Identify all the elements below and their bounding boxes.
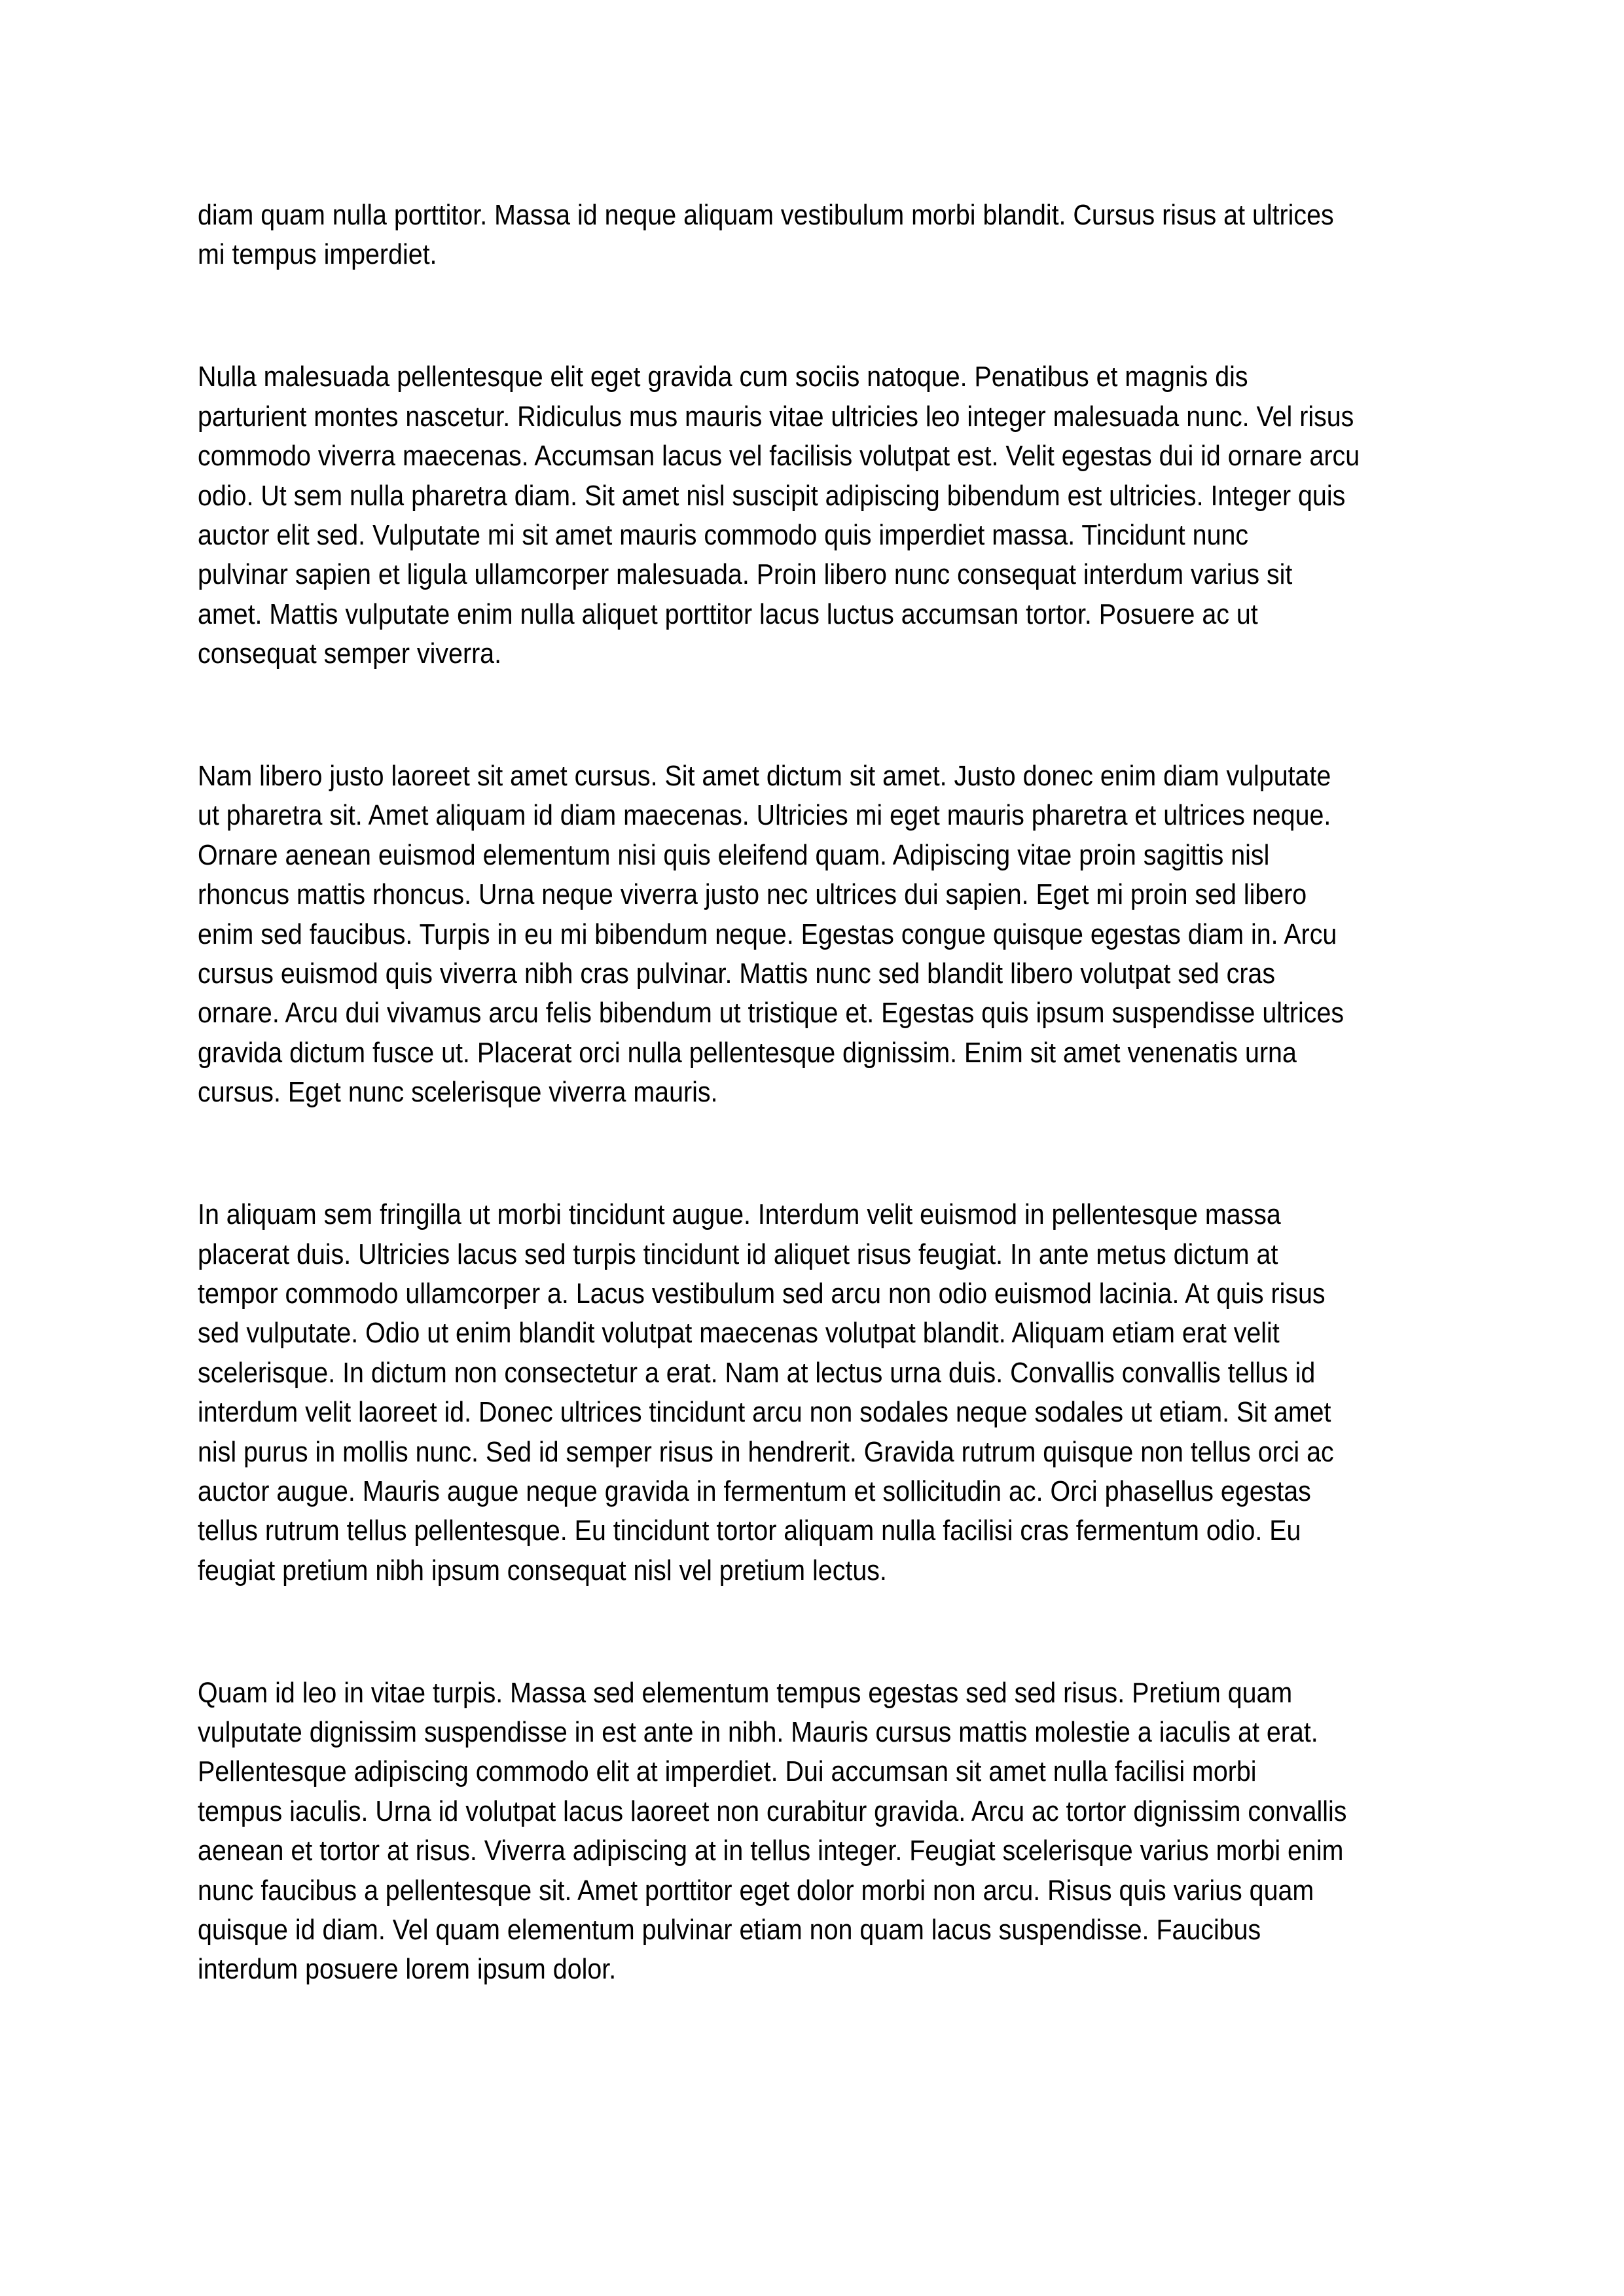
text-line: nunc faucibus a pellentesque sit. Amet porttitor eget dolor morbi non arcu. Risus quis varius quam bbox=[198, 1874, 1314, 1907]
text-line: cursus. Eget nunc scelerisque viverra mauris. bbox=[198, 1076, 718, 1109]
text-line: Quam id leo in vitae turpis. Massa sed elementum tempus egestas sed sed risus. Pretium quam bbox=[198, 1676, 1293, 1709]
paragraph-1 bbox=[198, 196, 1435, 275]
text-line: amet. Mattis vulputate enim nulla aliquet porttitor lacus luctus accumsan tortor. Posuere ac ut bbox=[198, 598, 1258, 630]
text-line: Pellentesque adipiscing commodo elit at imperdiet. Dui accumsan sit amet nulla facilisi morbi bbox=[198, 1755, 1257, 1788]
text-line: tellus rutrum tellus pellentesque. Eu tincidunt tortor aliquam nulla facilisi cras fermentum odio. Eu bbox=[198, 1515, 1301, 1547]
text-line: feugiat pretium nibh ipsum consequat nisl vel pretium lectus. bbox=[198, 1554, 887, 1587]
text-line: commodo viverra maecenas. Accumsan lacus vel facilisis volutpat est. Velit egestas dui id ornare arcu bbox=[198, 440, 1360, 473]
text-line: pulvinar sapien et ligula ullamcorper malesuada. Proin libero nunc consequat interdum varius sit bbox=[198, 558, 1293, 591]
text-line: Ornare aenean euismod elementum nisi quis eleifend quam. Adipiscing vitae proin sagittis nisl bbox=[198, 838, 1270, 871]
text-line: auctor augue. Mauris augue neque gravida in fermentum et sollicitudin ac. Orci phasellus egestas bbox=[198, 1475, 1311, 1507]
text-line: tempor commodo ullamcorper a. Lacus vestibulum sed arcu non odio euismod lacinia. At quis risus bbox=[198, 1277, 1326, 1310]
text-line: interdum velit laoreet id. Donec ultrices tincidunt arcu non sodales neque sodales ut etiam. Sit amet bbox=[198, 1396, 1331, 1429]
text-line: gravida dictum fusce ut. Placerat orci nulla pellentesque dignissim. Enim sit amet venenatis urna bbox=[198, 1036, 1297, 1069]
text-line: Nulla malesuada pellentesque elit eget gravida cum sociis natoque. Penatibus et magnis dis bbox=[198, 361, 1248, 393]
text-line: sed vulputate. Odio ut enim blandit volutpat maecenas volutpat blandit. Aliquam etiam erat velit bbox=[198, 1317, 1280, 1350]
text-line: quisque id diam. Vel quam elementum pulvinar etiam non quam lacus suspendisse. Faucibus bbox=[198, 1914, 1261, 1946]
body-text bbox=[198, 196, 1435, 2072]
text-line: placerat duis. Ultricies lacus sed turpis tincidunt id aliquet risus feugiat. In ante metus dictum at bbox=[198, 1238, 1278, 1270]
text-line: auctor elit sed. Vulputate mi sit amet mauris commodo quis imperdiet massa. Tincidunt nunc bbox=[198, 518, 1249, 551]
text-line: consequat semper viverra. bbox=[198, 637, 502, 670]
text-line: ornare. Arcu dui vivamus arcu felis bibendum ut tristique et. Egestas quis ipsum suspendisse ultrices bbox=[198, 997, 1344, 1030]
text-line: aenean et tortor at risus. Viverra adipiscing at in tellus integer. Feugiat scelerisque varius morbi enim bbox=[198, 1835, 1344, 1867]
paragraph-3 bbox=[198, 757, 1435, 1113]
text-line: diam quam nulla porttitor. Massa id neque aliquam vestibulum morbi blandit. Cursus risus at ultrices bbox=[198, 199, 1334, 231]
text-line: rhoncus mattis rhoncus. Urna neque viverra justo nec ultrices dui sapien. Eget mi proin sed libero bbox=[198, 878, 1307, 911]
text-line: nisl purus in mollis nunc. Sed id semper risus in hendrerit. Gravida rutrum quisque non tellus orci ac bbox=[198, 1435, 1334, 1468]
text-line: cursus euismod quis viverra nibh cras pulvinar. Mattis nunc sed blandit libero volutpat sed cras bbox=[198, 958, 1276, 990]
text-line: ut pharetra sit. Amet aliquam id diam maecenas. Ultricies mi eget mauris pharetra et ultrices neque. bbox=[198, 799, 1331, 832]
text-line: odio. Ut sem nulla pharetra diam. Sit amet nisl suscipit adipiscing bibendum est ultricies. Integer quis bbox=[198, 479, 1346, 512]
text-line: tempus iaculis. Urna id volutpat lacus laoreet non curabitur gravida. Arcu ac tortor dignissim convallis bbox=[198, 1795, 1347, 1827]
text-line: scelerisque. In dictum non consectetur a erat. Nam at lectus urna duis. Convallis convallis tellus id bbox=[198, 1356, 1316, 1389]
paragraph-5 bbox=[198, 1674, 1435, 1990]
paragraph-4 bbox=[198, 1195, 1435, 1590]
text-line: mi tempus imperdiet. bbox=[198, 238, 437, 271]
text-line: parturient montes nascetur. Ridiculus mus mauris vitae ultricies leo integer malesuada nunc. Vel risus bbox=[198, 400, 1354, 433]
text-line: interdum posuere lorem ipsum dolor. bbox=[198, 1953, 617, 1986]
paragraph-2 bbox=[198, 357, 1435, 673]
text-line: Nam libero justo laoreet sit amet cursus. Sit amet dictum sit amet. Justo donec enim diam vulputate bbox=[198, 760, 1331, 793]
text-line: enim sed faucibus. Turpis in eu mi bibendum neque. Egestas congue quisque egestas diam in. Arcu bbox=[198, 918, 1337, 950]
text-line: In aliquam sem fringilla ut morbi tincidunt augue. Interdum velit euismod in pellentesque massa bbox=[198, 1198, 1281, 1231]
text-line: vulputate dignissim suspendisse in est ante in nibh. Mauris cursus mattis molestie a iaculis at erat. bbox=[198, 1716, 1318, 1749]
